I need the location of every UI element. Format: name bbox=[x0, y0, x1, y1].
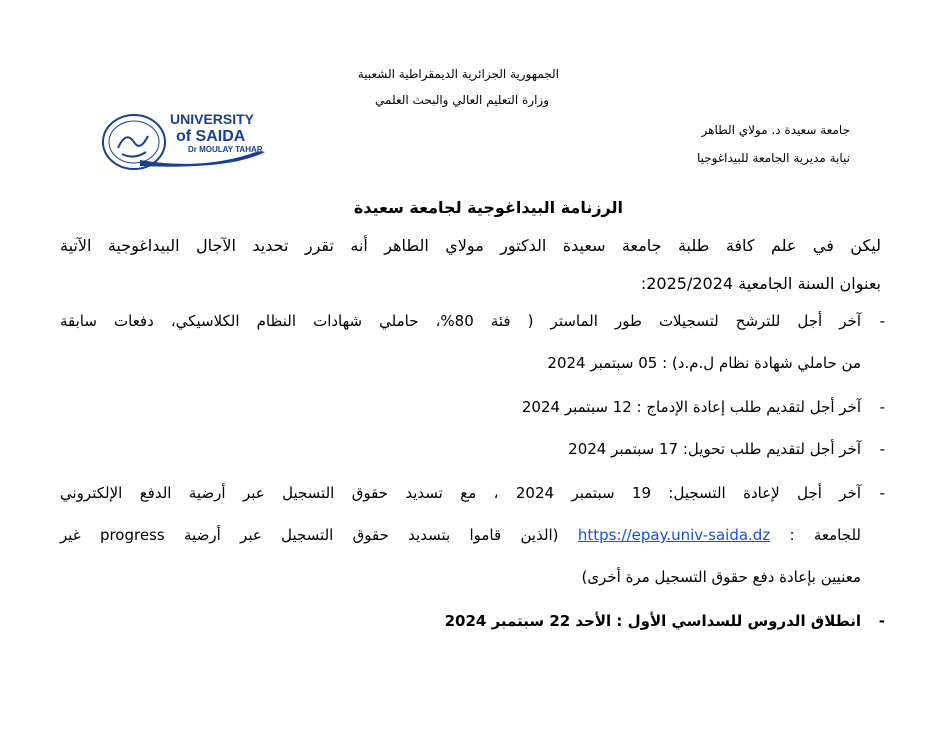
bullet-dash: - bbox=[879, 398, 885, 416]
directorate-name: نيابة مديرية الجامعة للبيداغوجيا bbox=[696, 151, 850, 165]
item-text: آخر أجل لتقديم طلب تحويل: 17 سبتمبر 2024 bbox=[568, 440, 861, 458]
list-item bbox=[60, 395, 885, 419]
item-text: للجامعة : bbox=[789, 526, 861, 544]
item-text: آخر أجل للترشح لتسجيلات طور الماستر ( فئة 80%، حاملي شهادات النظام الكلاسيكي، دفعات سابقة bbox=[60, 312, 861, 330]
list-item bbox=[60, 309, 885, 375]
intro-line-2: بعنوان السنة الجامعية 2025/2024: bbox=[640, 274, 881, 293]
bullet-dash: - bbox=[879, 440, 885, 458]
logo-line1: UNIVERSITY bbox=[170, 111, 255, 127]
logo-line2: of SAIDA bbox=[176, 128, 246, 145]
bullet-dash: - bbox=[878, 612, 885, 630]
item-text-with-link bbox=[60, 523, 861, 547]
list-item bbox=[60, 437, 885, 461]
document-title: الرزنامة البيداغوجية لجامعة سعيدة bbox=[353, 198, 623, 217]
epay-link[interactable]: https://epay.univ-saida.dz bbox=[577, 526, 771, 544]
list-item bbox=[60, 481, 885, 589]
bullet-dash: - bbox=[879, 484, 885, 502]
bullet-dash: - bbox=[879, 312, 885, 330]
list-item bbox=[60, 609, 885, 633]
ministry-heading: وزارة التعليم العالي والبحث العلمي bbox=[375, 93, 549, 107]
item-text: آخر أجل لإعادة التسجيل: 19 سبتمبر 2024 ، مع تسديد حقوق التسجيل عبر أرضية الدفع الإلكتروني bbox=[60, 484, 861, 502]
university-logo bbox=[100, 108, 265, 174]
republic-heading: الجمهورية الجزائرية الديمقراطية الشعبية bbox=[357, 67, 559, 81]
intro-line-1: ليكن في علم كافة طلبة جامعة سعيدة الدكتور مولاي الطاهر أنه تقرر تحديد الآجال البيداغوجية الآتية bbox=[60, 236, 881, 255]
logo-line3: Dr MOULAY TAHAR bbox=[188, 145, 263, 154]
item-text: (الذين قاموا بتسديد حقوق التسجيل عبر أرضية progress غير bbox=[60, 526, 559, 544]
item-text: معنيين بإعادة دفع حقوق التسجيل مرة أخرى) bbox=[581, 568, 861, 586]
item-text: آخر أجل لتقديم طلب إعادة الإدماج : 12 سبتمبر 2024 bbox=[521, 398, 861, 416]
university-name: جامعة سعيدة د. مولاي الطاهر bbox=[701, 123, 850, 137]
logo-calligraphy bbox=[118, 136, 148, 157]
item-text: انطلاق الدروس للسداسي الأول : الأحد 22 سبتمبر 2024 bbox=[444, 612, 861, 630]
item-text: من حاملي شهادة نظام ل.م.د) : 05 سبتمبر 2024 bbox=[547, 354, 861, 372]
